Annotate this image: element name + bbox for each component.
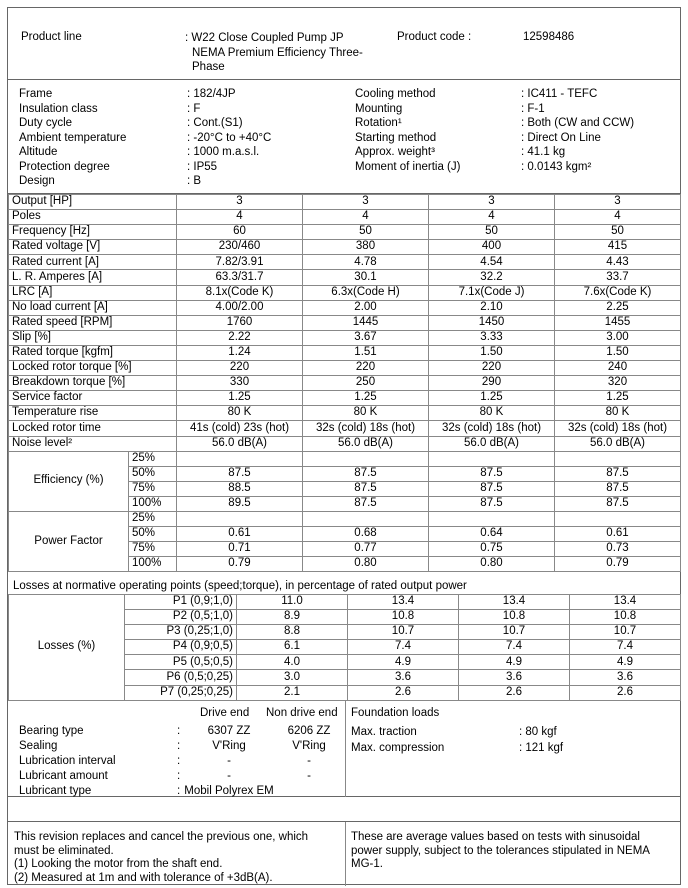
losses-label: Losses (%) bbox=[9, 595, 125, 701]
table-cell: 88.5 bbox=[177, 481, 303, 496]
general-row bbox=[355, 146, 566, 161]
general-value: : -20°C to +40°C bbox=[187, 131, 272, 144]
general-row bbox=[19, 88, 236, 103]
table-cell: 400 bbox=[429, 240, 555, 255]
bearing-colon: : bbox=[177, 770, 181, 782]
general-row bbox=[19, 160, 218, 176]
table-row bbox=[9, 361, 681, 376]
row-label: Frequency [Hz] bbox=[9, 225, 177, 240]
table-cell: 4.43 bbox=[555, 255, 681, 270]
table-cell: 1445 bbox=[303, 315, 429, 330]
row-label: Rated speed [RPM] bbox=[9, 315, 177, 330]
product-line-value-line: Phase bbox=[192, 61, 225, 73]
table-cell: 80 K bbox=[303, 406, 429, 421]
general-row bbox=[19, 117, 243, 132]
row-label: Service factor bbox=[9, 391, 177, 406]
load-label: 100% bbox=[129, 557, 177, 572]
efficiency-label: Efficiency (%) bbox=[9, 451, 129, 511]
note-line: (2) Measured at 1m and with tolerance of +3dB(A). bbox=[14, 871, 273, 884]
table-cell: 3 bbox=[555, 195, 681, 210]
bearing-non-drive-end: V'Ring bbox=[292, 740, 326, 752]
general-row bbox=[19, 146, 260, 161]
general-value: : F bbox=[187, 102, 201, 115]
table-cell: 2.6 bbox=[348, 685, 459, 700]
bearing-non-drive-end: - bbox=[307, 770, 311, 782]
general-label: Cooling method bbox=[355, 88, 436, 100]
table-cell: 3 bbox=[303, 195, 429, 210]
general-value: : IP55 bbox=[187, 160, 218, 173]
table-row bbox=[9, 391, 681, 406]
table-cell: 240 bbox=[555, 361, 681, 376]
table-row bbox=[9, 436, 681, 451]
row-label: Rated voltage [V] bbox=[9, 240, 177, 255]
table-row bbox=[9, 270, 681, 285]
table-cell: 7.6x(Code K) bbox=[555, 285, 681, 300]
bearing-drive-end: Mobil Polyrex EM bbox=[184, 785, 274, 797]
table-cell bbox=[429, 511, 555, 526]
table-cell: 89.5 bbox=[177, 496, 303, 511]
product-line-label: Product line bbox=[21, 31, 82, 43]
table-cell: 87.5 bbox=[303, 496, 429, 511]
table-cell: 0.73 bbox=[555, 542, 681, 557]
note-line: must be eliminated. bbox=[14, 844, 114, 857]
table-cell: 8.8 bbox=[237, 625, 348, 640]
table-cell: 11.0 bbox=[237, 595, 348, 610]
table-cell: 32s (cold) 18s (hot) bbox=[555, 421, 681, 436]
table-cell: 41s (cold) 23s (hot) bbox=[177, 421, 303, 436]
table-cell: 290 bbox=[429, 376, 555, 391]
table-cell: 1.50 bbox=[429, 345, 555, 360]
table-cell: 0.64 bbox=[429, 527, 555, 542]
row-label: Output [HP] bbox=[9, 195, 177, 210]
table-cell: 1.50 bbox=[555, 345, 681, 360]
general-label: Starting method bbox=[355, 131, 437, 144]
bearing-colon: : bbox=[177, 740, 181, 752]
table-cell: 4.0 bbox=[237, 655, 348, 670]
table-cell: 2.22 bbox=[177, 330, 303, 345]
load-label: 25% bbox=[129, 451, 177, 466]
losses-table bbox=[8, 594, 681, 701]
bearing-drive-end: 6307 ZZ bbox=[207, 725, 251, 737]
table-cell: 8.9 bbox=[237, 610, 348, 625]
losses-title: Losses at normative operating points (speed;torque), in percentage of rated output power bbox=[13, 580, 467, 592]
table-cell: 2.6 bbox=[570, 685, 681, 700]
table-cell: 6.3x(Code H) bbox=[303, 285, 429, 300]
note-line: (1) Looking the motor from the shaft end. bbox=[14, 858, 223, 870]
table-cell: 3.6 bbox=[348, 670, 459, 685]
row-label: Rated current [A] bbox=[9, 255, 177, 270]
bearing-drive-end: - bbox=[227, 770, 231, 782]
bearings-section bbox=[8, 700, 680, 797]
operating-point: P4 (0,9;0,5) bbox=[125, 640, 237, 655]
table-row bbox=[9, 345, 681, 360]
table-cell: 7.4 bbox=[570, 640, 681, 655]
table-cell: 7.4 bbox=[348, 640, 459, 655]
table-cell: 4.9 bbox=[459, 655, 570, 670]
table-cell: 87.5 bbox=[303, 466, 429, 481]
table-cell: 30.1 bbox=[303, 270, 429, 285]
table-cell: 0.61 bbox=[555, 527, 681, 542]
product-code-label: Product code : bbox=[397, 31, 472, 43]
table-cell bbox=[429, 451, 555, 466]
table-cell: 3.33 bbox=[429, 330, 555, 345]
foundation-value: : 80 kgf bbox=[519, 726, 557, 738]
general-label: Ambient temperature bbox=[19, 131, 127, 144]
table-cell: 10.8 bbox=[570, 610, 681, 625]
general-label: Rotation¹ bbox=[355, 117, 402, 129]
note-line: These are average values based on tests with sinusoidal bbox=[351, 831, 640, 843]
table-cell: 87.5 bbox=[429, 466, 555, 481]
table-cell: 6.1 bbox=[237, 640, 348, 655]
bearing-label: Lubrication interval bbox=[19, 755, 116, 767]
table-cell: 56.0 dB(A) bbox=[555, 436, 681, 451]
row-label: Breakdown torque [%] bbox=[9, 376, 177, 391]
product-line-value-line: : W22 Close Coupled Pump JP bbox=[185, 32, 344, 44]
general-label: Design bbox=[19, 175, 55, 187]
ratings-table bbox=[8, 194, 681, 572]
bearing-colon: : bbox=[177, 785, 181, 797]
row-label: LRC [A] bbox=[9, 285, 177, 300]
table-cell: 2.6 bbox=[459, 685, 570, 700]
table-cell: 1.25 bbox=[429, 391, 555, 406]
load-label: 50% bbox=[129, 527, 177, 542]
row-label: Locked rotor time bbox=[9, 421, 177, 436]
table-cell: 87.5 bbox=[555, 496, 681, 511]
general-row bbox=[355, 160, 592, 176]
row-label: Temperature rise bbox=[9, 406, 177, 421]
table-cell: 80 K bbox=[429, 406, 555, 421]
row-label: Locked rotor torque [%] bbox=[9, 361, 177, 376]
table-row bbox=[9, 315, 681, 330]
notes-right bbox=[351, 831, 650, 872]
table-cell: 3 bbox=[177, 195, 303, 210]
table-cell: 3.67 bbox=[303, 330, 429, 345]
losses-section bbox=[8, 594, 680, 700]
table-cell: 7.4 bbox=[459, 640, 570, 655]
table-cell: 1450 bbox=[429, 315, 555, 330]
table-cell: 10.7 bbox=[570, 625, 681, 640]
row-label: Poles bbox=[9, 210, 177, 225]
note-line: This revision replaces and cancel the previous one, which bbox=[14, 831, 309, 843]
table-cell: 1.25 bbox=[303, 391, 429, 406]
table-cell: 1.25 bbox=[555, 391, 681, 406]
table-cell: 13.4 bbox=[348, 595, 459, 610]
table-cell: 7.82/3.91 bbox=[177, 255, 303, 270]
load-label: 75% bbox=[129, 481, 177, 496]
table-cell: 10.7 bbox=[348, 625, 459, 640]
load-label: 50% bbox=[129, 466, 177, 481]
table-cell: 80 K bbox=[177, 406, 303, 421]
non-drive-end-header: Non drive end bbox=[266, 707, 338, 719]
table-cell: 0.68 bbox=[303, 527, 429, 542]
general-section bbox=[8, 80, 680, 194]
table-cell: 2.1 bbox=[237, 685, 348, 700]
bearing-label: Lubricant amount bbox=[19, 770, 108, 782]
table-cell: 320 bbox=[555, 376, 681, 391]
table-cell: 3.6 bbox=[570, 670, 681, 685]
table-row bbox=[9, 300, 681, 315]
table-cell: 330 bbox=[177, 376, 303, 391]
table-row bbox=[9, 210, 681, 225]
table-cell: 1.51 bbox=[303, 345, 429, 360]
general-row bbox=[19, 175, 202, 190]
table-cell: 3 bbox=[429, 195, 555, 210]
table-cell: 33.7 bbox=[555, 270, 681, 285]
table-cell: 87.5 bbox=[429, 481, 555, 496]
general-value: : B bbox=[187, 175, 202, 187]
general-value: : 182/4JP bbox=[187, 88, 236, 100]
table-cell: 2.10 bbox=[429, 300, 555, 315]
general-value: : 41.1 kg bbox=[521, 146, 566, 158]
bearing-colon: : bbox=[177, 755, 181, 767]
bearing-drive-end: - bbox=[227, 755, 231, 767]
general-label: Duty cycle bbox=[19, 117, 73, 129]
table-row bbox=[9, 421, 681, 436]
table-cell: 32.2 bbox=[429, 270, 555, 285]
operating-point: P6 (0,5;0,25) bbox=[125, 670, 237, 685]
table-cell bbox=[555, 511, 681, 526]
table-cell: 220 bbox=[303, 361, 429, 376]
bearing-label: Bearing type bbox=[19, 725, 84, 737]
operating-point: P1 (0,9;1,0) bbox=[125, 595, 237, 610]
table-cell bbox=[555, 451, 681, 466]
table-cell: 2.00 bbox=[303, 300, 429, 315]
note-line: MG-1. bbox=[351, 858, 383, 870]
table-row bbox=[9, 376, 681, 391]
table-row bbox=[9, 240, 681, 255]
table-cell: 10.8 bbox=[348, 610, 459, 625]
table-cell: 4 bbox=[429, 210, 555, 225]
table-row bbox=[9, 255, 681, 270]
bearing-label: Sealing bbox=[19, 740, 58, 752]
table-cell: 56.0 dB(A) bbox=[177, 436, 303, 451]
table-cell bbox=[177, 511, 303, 526]
table-cell: 8.1x(Code K) bbox=[177, 285, 303, 300]
table-cell: 380 bbox=[303, 240, 429, 255]
table-cell: 4.9 bbox=[348, 655, 459, 670]
table-cell: 50 bbox=[429, 225, 555, 240]
drive-end-header: Drive end bbox=[200, 707, 250, 719]
notes-left bbox=[14, 831, 308, 885]
row-label: Noise level² bbox=[9, 436, 177, 451]
header-section bbox=[8, 8, 680, 80]
table-row bbox=[9, 451, 681, 466]
row-label: No load current [A] bbox=[9, 300, 177, 315]
general-value: : 1000 m.a.s.l. bbox=[187, 146, 260, 158]
general-label: Frame bbox=[19, 88, 53, 100]
note-line: power supply, subject to the tolerances stipulated in NEMA bbox=[351, 844, 650, 857]
table-cell bbox=[303, 451, 429, 466]
table-row bbox=[9, 330, 681, 345]
general-value: : Cont.(S1) bbox=[187, 117, 243, 129]
general-row bbox=[355, 102, 545, 118]
power-factor-label: Power Factor bbox=[9, 511, 129, 571]
row-label: L. R. Amperes [A] bbox=[9, 270, 177, 285]
general-row bbox=[355, 131, 601, 147]
product-line-value bbox=[185, 31, 363, 75]
table-cell: 0.71 bbox=[177, 542, 303, 557]
spacer-section bbox=[8, 797, 680, 822]
table-cell: 0.79 bbox=[177, 557, 303, 572]
table-cell: 2.25 bbox=[555, 300, 681, 315]
general-value: : Both (CW and CCW) bbox=[521, 117, 635, 129]
general-right-list bbox=[355, 88, 635, 175]
table-cell: 50 bbox=[555, 225, 681, 240]
operating-point: P2 (0,5;1,0) bbox=[125, 610, 237, 625]
general-label: Mounting bbox=[355, 102, 403, 115]
table-cell: 87.5 bbox=[429, 496, 555, 511]
table-row bbox=[9, 595, 681, 610]
table-cell: 50 bbox=[303, 225, 429, 240]
table-cell: 13.4 bbox=[570, 595, 681, 610]
foundation-title: Foundation loads bbox=[351, 707, 440, 719]
table-cell: 3.0 bbox=[237, 670, 348, 685]
table-cell: 4.78 bbox=[303, 255, 429, 270]
load-label: 75% bbox=[129, 542, 177, 557]
operating-point: P3 (0,25;1,0) bbox=[125, 625, 237, 640]
table-cell: 415 bbox=[555, 240, 681, 255]
bearing-non-drive-end: - bbox=[307, 755, 311, 767]
table-cell: 4 bbox=[177, 210, 303, 225]
table-cell: 3.00 bbox=[555, 330, 681, 345]
ratings-section bbox=[8, 194, 680, 578]
table-row bbox=[9, 195, 681, 210]
table-cell: 60 bbox=[177, 225, 303, 240]
product-line-value-line: NEMA Premium Efficiency Three- bbox=[192, 46, 363, 59]
foundation-divider bbox=[345, 701, 346, 797]
general-value: : IC411 - TEFC bbox=[521, 88, 598, 100]
general-row bbox=[19, 131, 272, 147]
table-cell: 1760 bbox=[177, 315, 303, 330]
bearing-drive-end: V'Ring bbox=[212, 740, 246, 752]
foundation-value: : 121 kgf bbox=[519, 742, 564, 754]
table-cell: 56.0 dB(A) bbox=[303, 436, 429, 451]
datasheet bbox=[7, 7, 681, 885]
table-cell: 0.61 bbox=[177, 527, 303, 542]
table-cell: 10.8 bbox=[459, 610, 570, 625]
general-value: : Direct On Line bbox=[521, 131, 601, 144]
table-cell: 220 bbox=[177, 361, 303, 376]
table-cell bbox=[303, 511, 429, 526]
general-row bbox=[19, 102, 201, 118]
load-label: 100% bbox=[129, 496, 177, 511]
table-row bbox=[9, 406, 681, 421]
table-cell: 80 K bbox=[555, 406, 681, 421]
general-label: Protection degree bbox=[19, 160, 110, 173]
general-label: Altitude bbox=[19, 146, 58, 158]
notes-divider bbox=[345, 822, 346, 886]
table-cell: 0.75 bbox=[429, 542, 555, 557]
table-cell: 4 bbox=[555, 210, 681, 225]
row-label: Slip [%] bbox=[9, 330, 177, 345]
table-cell: 220 bbox=[429, 361, 555, 376]
notes-section bbox=[8, 822, 680, 886]
table-cell: 10.7 bbox=[459, 625, 570, 640]
table-cell: 0.80 bbox=[303, 557, 429, 572]
general-value: : F-1 bbox=[521, 102, 545, 115]
general-left-list bbox=[19, 88, 272, 190]
table-cell: 1.24 bbox=[177, 345, 303, 360]
general-value: : 0.0143 kgm² bbox=[521, 160, 592, 173]
table-cell: 13.4 bbox=[459, 595, 570, 610]
general-label: Moment of inertia (J) bbox=[355, 160, 461, 173]
operating-point: P7 (0,25;0,25) bbox=[125, 685, 237, 700]
table-cell: 0.79 bbox=[555, 557, 681, 572]
table-cell: 230/460 bbox=[177, 240, 303, 255]
general-row bbox=[355, 88, 598, 103]
general-row bbox=[355, 117, 635, 132]
bearing-non-drive-end: 6206 ZZ bbox=[287, 725, 331, 737]
table-cell: 250 bbox=[303, 376, 429, 391]
table-cell: 32s (cold) 18s (hot) bbox=[303, 421, 429, 436]
table-row bbox=[9, 225, 681, 240]
table-cell: 7.1x(Code J) bbox=[429, 285, 555, 300]
general-label: Approx. weight³ bbox=[355, 146, 435, 158]
table-row bbox=[9, 511, 681, 526]
foundation-label: Max. traction bbox=[351, 726, 417, 738]
table-cell: 32s (cold) 18s (hot) bbox=[429, 421, 555, 436]
table-cell: 4.54 bbox=[429, 255, 555, 270]
general-label: Insulation class bbox=[19, 102, 98, 115]
foundation-label: Max. compression bbox=[351, 742, 445, 754]
table-cell: 87.5 bbox=[303, 481, 429, 496]
table-cell: 56.0 dB(A) bbox=[429, 436, 555, 451]
table-cell: 0.77 bbox=[303, 542, 429, 557]
table-cell: 4.9 bbox=[570, 655, 681, 670]
product-code-value: 12598486 bbox=[523, 31, 575, 43]
table-row bbox=[9, 285, 681, 300]
table-cell: 3.6 bbox=[459, 670, 570, 685]
table-cell: 87.5 bbox=[555, 466, 681, 481]
table-cell: 63.3/31.7 bbox=[177, 270, 303, 285]
table-cell: 0.80 bbox=[429, 557, 555, 572]
table-cell bbox=[177, 451, 303, 466]
table-cell: 87.5 bbox=[177, 466, 303, 481]
operating-point: P5 (0,5;0,5) bbox=[125, 655, 237, 670]
bearing-label: Lubricant type bbox=[19, 785, 92, 797]
table-cell: 4 bbox=[303, 210, 429, 225]
table-cell: 4.00/2.00 bbox=[177, 300, 303, 315]
bearing-colon: : bbox=[177, 725, 181, 737]
table-cell: 87.5 bbox=[555, 481, 681, 496]
load-label: 25% bbox=[129, 511, 177, 526]
row-label: Rated torque [kgfm] bbox=[9, 345, 177, 360]
table-cell: 1.25 bbox=[177, 391, 303, 406]
table-cell: 1455 bbox=[555, 315, 681, 330]
